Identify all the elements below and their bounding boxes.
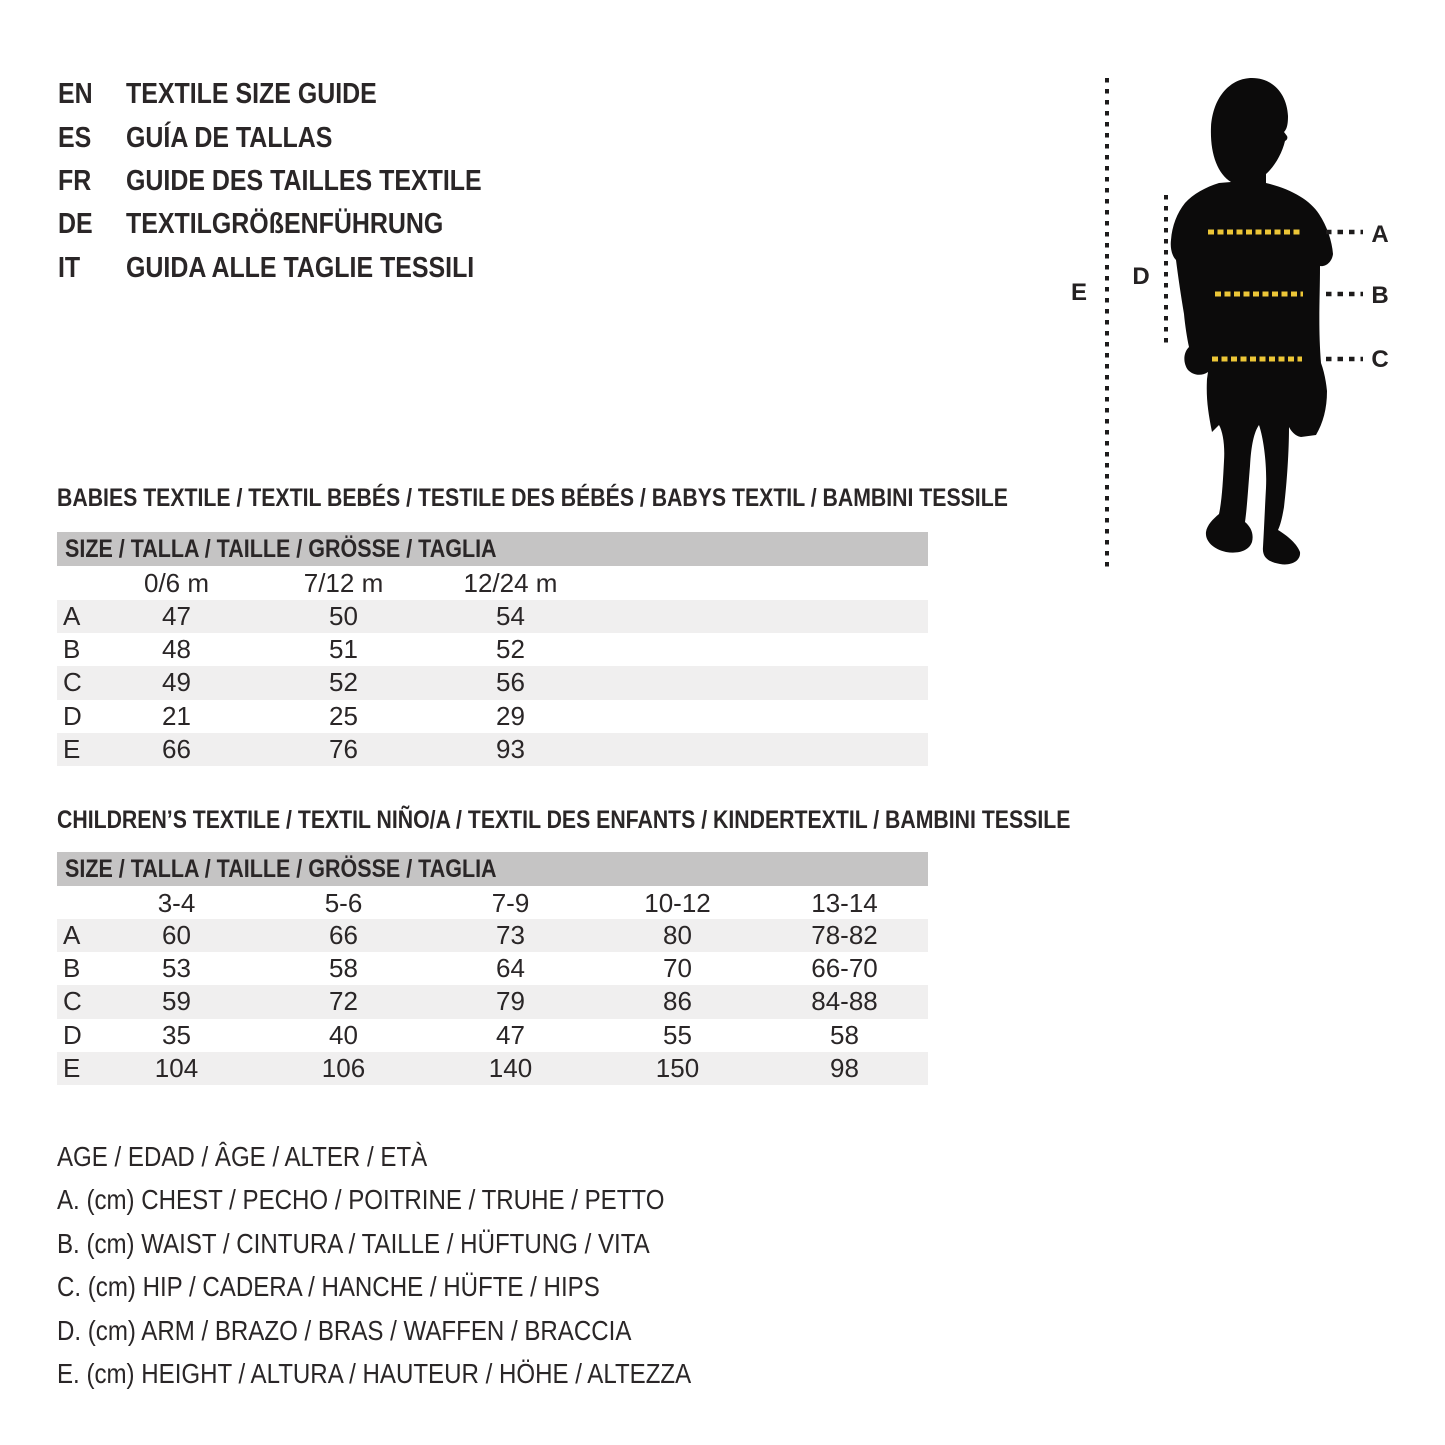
child-silhouette [1171,78,1333,564]
table-cell: 52 [329,667,358,698]
table-cell: 104 [154,1052,199,1083]
table-cell: 72 [329,986,358,1017]
legend-line-chest: A. (cm) CHEST / PECHO / POITRINE / TRUHE / PETTO [57,1184,665,1216]
table-row [57,600,928,633]
table-cell: 48 [162,634,191,665]
figure-label-c: C [1371,346,1389,373]
babies-size-header-band: SIZE / TALLA / TAILLE / GRÖSSE / TAGLIA [57,532,928,566]
table-cell: 35 [162,1019,191,1050]
children-table-body [57,919,928,1085]
language-row-it [58,247,540,290]
column-header: 10-12 [644,887,711,918]
guide-title: GUÍA DE TALLAS [126,121,333,154]
column-header: 13-14 [811,887,878,918]
babies-section-title: BABIES TEXTILE / TEXTIL BEBÉS / TESTILE DES BÉBÉS / BABYS TEXTIL / BAMBINI TESSILE [57,484,1008,512]
row-label: C [63,986,82,1017]
table-row [57,952,928,985]
table-row [57,919,928,952]
table-cell: 86 [663,986,692,1017]
table-cell: 66 [329,920,358,951]
table-cell: 60 [162,920,191,951]
figure-label-e: E [1070,279,1088,306]
legend-line-height: E. (cm) HEIGHT / ALTURA / HAUTEUR / HÖHE / ALTEZZA [57,1358,692,1390]
table-row [57,633,928,666]
column-header: 7/12 m [303,567,384,598]
column-header: 7-9 [491,887,530,918]
table-cell: 56 [496,667,525,698]
row-label: A [63,601,81,632]
table-cell: 64 [496,953,525,984]
row-label: B [63,634,81,665]
language-row-en [58,73,540,116]
children-section-title: CHILDREN’S TEXTILE / TEXTIL NIÑO/A / TEXTIL DES ENFANTS / KINDERTEXTIL / BAMBINI TESSILE [57,806,1071,834]
table-cell: 50 [329,601,358,632]
table-cell: 58 [830,1019,859,1050]
table-cell: 76 [329,733,358,764]
table-cell: 79 [496,986,525,1017]
table-cell: 59 [162,986,191,1017]
table-cell: 84-88 [811,986,878,1017]
legend-line-waist: B. (cm) WAIST / CINTURA / TAILLE / HÜFTUNG / VITA [57,1227,650,1259]
table-cell: 47 [162,601,191,632]
legend-line-arm: D. (cm) ARM / BRAZO / BRAS / WAFFEN / BRACCIA [57,1314,632,1346]
table-cell: 73 [496,920,525,951]
figure-label-a: A [1371,221,1389,248]
table-cell: 54 [496,601,525,632]
guide-title: TEXTILGRÖßENFÜHRUNG [126,208,444,241]
language-row-fr [58,160,540,203]
column-header: 12/24 m [463,567,558,598]
language-row-de [58,203,540,246]
table-cell: 25 [329,700,358,731]
figure-label-d: D [1132,263,1150,290]
language-code: ES [58,121,92,154]
table-cell: 66-70 [811,953,878,984]
column-header: 0/6 m [143,567,210,598]
table-cell: 21 [162,700,191,731]
table-row [57,1019,928,1052]
table-cell: 70 [663,953,692,984]
legend-line-hip: C. (cm) HIP / CADERA / HANCHE / HÜFTE / HIPS [57,1271,600,1303]
children-size-header-band: SIZE / TALLA / TAILLE / GRÖSSE / TAGLIA [57,852,928,886]
language-code: FR [58,164,92,197]
table-cell: 66 [162,733,191,764]
figure-label-b: B [1371,282,1389,309]
table-cell: 40 [329,1019,358,1050]
language-code: EN [58,78,93,111]
table-cell: 51 [329,634,358,665]
language-row-es [58,116,540,159]
table-row [57,1052,928,1085]
table-cell: 93 [496,733,525,764]
row-label: A [63,920,81,951]
row-label: D [63,1019,82,1050]
table-row [57,666,928,699]
row-label: B [63,953,81,984]
table-cell: 53 [162,953,191,984]
table-row [57,985,928,1018]
row-label: E [63,733,81,764]
table-row [57,700,928,733]
table-cell: 58 [329,953,358,984]
babies-column-header-row [57,566,928,600]
language-code: DE [58,208,93,241]
row-label: C [63,667,82,698]
table-cell: 80 [663,920,692,951]
table-cell: 49 [162,667,191,698]
children-column-header-row [57,886,928,920]
table-cell: 150 [655,1052,700,1083]
column-header: 3-4 [157,887,196,918]
row-label: D [63,700,82,731]
column-header: 5-6 [324,887,363,918]
table-cell: 78-82 [811,920,878,951]
guide-title: TEXTILE SIZE GUIDE [126,78,377,111]
table-cell: 140 [488,1052,533,1083]
table-row [57,733,928,766]
table-cell: 106 [321,1052,366,1083]
legend-line-age: AGE / EDAD / ÂGE / ALTER / ETÀ [57,1140,428,1172]
measurement-legend [57,1135,794,1396]
table-cell: 47 [496,1019,525,1050]
table-cell: 52 [496,634,525,665]
guide-title: GUIDA ALLE TAGLIE TESSILI [126,251,475,284]
guide-title: GUIDE DES TAILLES TEXTILE [126,164,482,197]
babies-table-body [57,600,928,766]
language-code: IT [58,251,81,284]
table-cell: 55 [663,1019,692,1050]
table-cell: 29 [496,700,525,731]
row-label: E [63,1052,81,1083]
table-cell: 98 [830,1052,859,1083]
language-title-block [58,73,540,290]
